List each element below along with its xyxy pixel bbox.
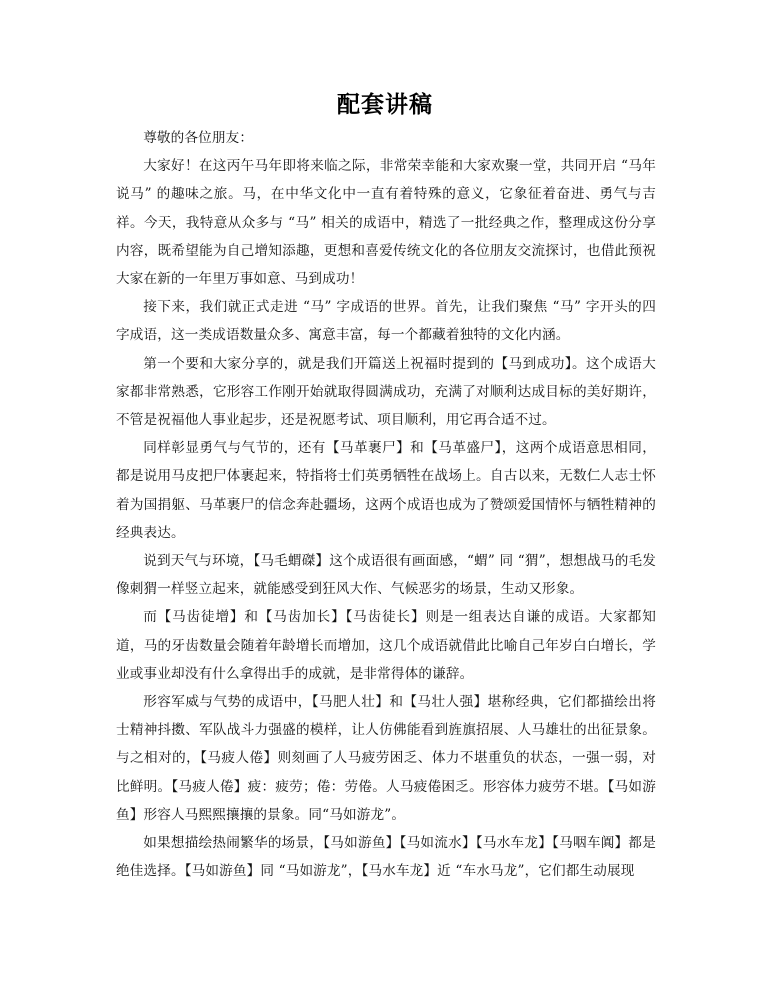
paragraph-ma-dao-cheng-gong: 第一个要和大家分享的，就是我们开篇送上祝福时提到的【马到成功】。这个成语大家都非常熟悉，它形容工作刚开始就取得圆满成功，充满了对顺利达成目标的美好期许，不管是祝福他人事业起步，还是祝愿考试、项目顺利，用它再合适不过。 [116,355,656,429]
salutation: 尊敬的各位朋友： [143,130,254,146]
document-title: 配套讲稿 [337,92,433,118]
paragraph-ma-mao-wei-zhe: 说到天气与环境，【马毛蝟磔】这个成语很有画面感，“蝟” 同 “猬”，想想战马的毛发像刺猬一样竖立起来，就能感受到狂风大作、气候恶劣的场景，生动又形象。 [116,553,656,598]
paragraph-ma-ge-guo-shi: 同样彰显勇气与气节的，还有【马革裹尸】和【马革盛尸】，这两个成语意思相同，都是说用马皮把尸体裹起来，特指将士们英勇牺牲在战场上。自古以来，无数仁人志士怀着为国捐躯、马革裹尸的信念奔赴疆场，这两个成语也成为了赞颂爱国情怀与牺牲精神的经典表达。 [116,440,656,541]
paragraph-intro: 大家好！在这丙午马年即将来临之际，非常荣幸能和大家欢聚一堂，共同开启 “马年说马” 的趣味之旅。马，在中华文化中一直有着特殊的意义，它象征着奋进、勇气与吉祥。今天，我特意从众多与 “马” 相关的成语中，精选了一批经典之作，整理成这份分享内容，既希望能为自己增知添趣，更想和喜爱传统文化的各位朋友交流探讨，也借此预祝大家在新的一年里万事如意、马到成功！ [116,158,656,288]
paragraph-ma-chi-tu-zeng: 而【马齿徒增】和【马齿加长】【马齿徒长】则是一组表达自谦的成语。大家都知道，马的牙齿数量会随着年龄增长而增加，这几个成语就借此比喻自己年岁白白增长，学业或事业却没有什么拿得出手的成就，是非常得体的谦辞。 [116,609,656,682]
paragraph-ma-fei-ren-zhuang: 形容军威与气势的成语中，【马肥人壮】和【马壮人强】堪称经典，它们都描绘出将士精神抖擞、军队战斗力强盛的模样，让人仿佛能看到旌旗招展、人马雄壮的出征景象。与之相对的，【马疲人倦】则刻画了人马疲劳困乏、体力不堪重负的状态，一强一弱，对比鲜明。【马疲人倦】疲：疲劳；倦：劳倦。人马疲倦困乏。形容体力疲劳不堪。【马如游鱼】形容人马熙熙攘攘的景象。同“马如游龙”。 [116,694,656,823]
paragraph-ma-ru-you-yu: 如果想描绘热闹繁华的场景，【马如游鱼】【马如流水】【马水车龙】【马咽车阗】都是绝佳选择。【马如游鱼】同 “马如游龙”，【马水车龙】近 “车水马龙”，它们都生动展现 [116,835,656,880]
document-body [116,124,656,885]
paragraph-transition: 接下来，我们就正式走进 “马” 字成语的世界。首先，让我们聚焦 “马” 字开头的四字成语，这一类成语数量众多、寓意丰富，每一个都藏着独特的文化内涵。 [116,299,656,344]
